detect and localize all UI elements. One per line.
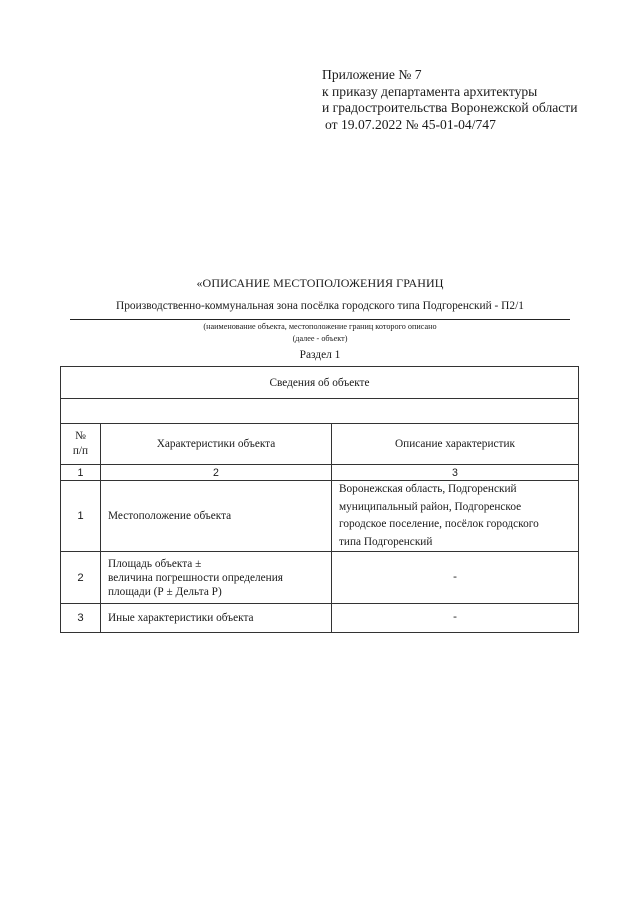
section-title: Раздел 1 [299,349,341,361]
column-number-2: 2 [101,465,332,481]
row-number: 2 [61,552,101,604]
column-number-header-line2: п/п [72,445,89,457]
row-description-line: типа Подгоренский [339,535,433,548]
row-number: 3 [61,604,101,633]
column-number-1: 1 [61,465,101,481]
row-characteristic-line: площади (Р ± Дельта Р) [108,585,222,598]
table-columns-row [61,424,579,465]
row-description: - [332,604,579,633]
column-number-3: 3 [332,465,579,481]
row-number: 1 [61,481,101,552]
object-name: Производственно-коммунальная зона посёлка городского типа Подгоренский - П2/1 [116,300,524,312]
row-description-line: муниципальный район, Подгоренское [339,500,522,513]
row-characteristic: Иные характеристики объекта [101,604,332,633]
table-blank-cell [61,399,579,424]
object-caption-line1: (наименование объекта, местоположение границ которого описано [203,322,437,331]
column-number-header-line1: № [75,430,86,442]
document-title: «ОПИСАНИЕ МЕСТОПОЛОЖЕНИЯ ГРАНИЦ [196,276,444,290]
row-characteristic-line: Площадь объекта ± [108,557,202,570]
table-row [61,481,579,552]
appendix-order-line: к приказу департамента архитектуры [322,83,538,99]
appendix-number: Приложение № 7 [322,67,422,82]
table-header: Сведения об объекте [61,367,579,399]
column-characteristics-header: Характеристики объекта [101,424,332,465]
row-description-line: городское поселение, посёлок городского [339,518,539,530]
table-column-numbers-row [61,465,579,481]
row-description-line: Воронежская область, Подгоренский [339,483,517,495]
row-characteristic-line: величина погрешности определения [108,571,283,584]
table-row [61,552,579,604]
row-characteristic [101,552,332,604]
table-row [61,604,579,633]
row-characteristic: Местоположение объекта [101,481,332,552]
column-description-header: Описание характеристик [332,424,579,465]
object-name-underline [70,319,570,320]
table-blank-row [61,399,579,424]
table-header-row [61,367,579,399]
object-info-table [60,366,579,633]
column-number-header [61,424,101,465]
row-description [332,481,579,552]
object-caption-line2: (далее - объект) [292,334,348,343]
appendix-header [322,67,578,133]
appendix-date-line: от 19.07.2022 № 45-01-04/747 [325,116,496,132]
appendix-department-line: и градостроительства Воронежской области [322,100,578,115]
row-description: - [332,552,579,604]
